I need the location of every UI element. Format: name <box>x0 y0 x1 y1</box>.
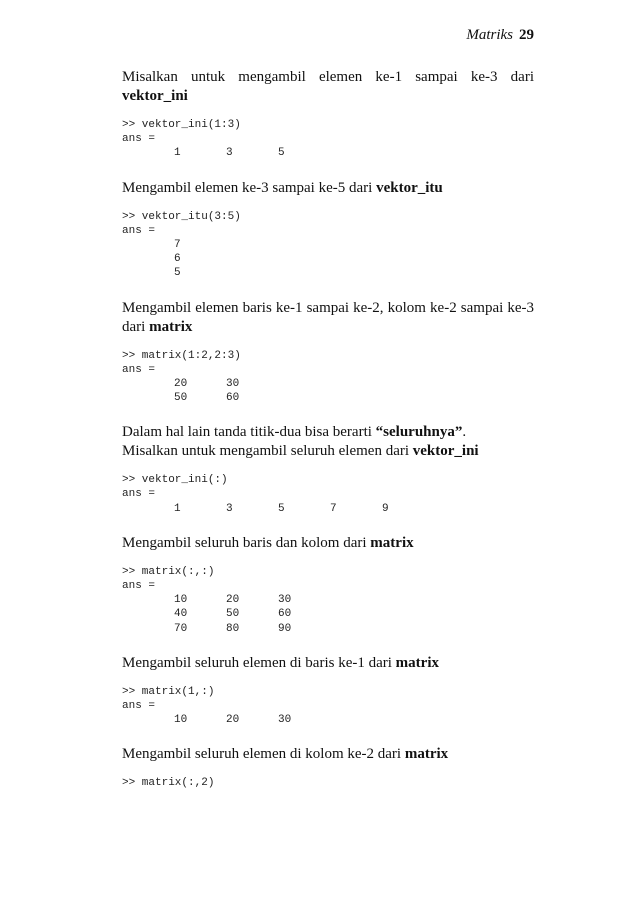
result-value: 20 <box>174 377 188 390</box>
paragraph-bold-text: matrix <box>149 318 193 335</box>
paragraph-bold-text: matrix <box>404 746 449 763</box>
result-row <box>122 713 534 727</box>
page-content <box>122 68 534 809</box>
ans-label: ans = <box>122 363 156 376</box>
result-value: 9 <box>382 502 389 515</box>
paragraph-text: Mengambil seluruh elemen di baris ke-1 dari <box>122 654 396 671</box>
paragraph-text: . <box>462 424 467 441</box>
result-value: 90 <box>278 622 292 635</box>
result-value: 10 <box>174 594 188 607</box>
page-number: 29 <box>519 27 534 43</box>
result-row <box>122 502 534 516</box>
paragraph-text: Misalkan untuk mengambil seluruh elemen dari <box>122 443 413 460</box>
result-value: 7 <box>174 238 181 251</box>
command-line: >> matrix(:,2) <box>122 777 215 790</box>
command-line: >> matrix(1:2,2:3) <box>122 349 241 362</box>
paragraph-bold-text: “seluruhnya” <box>375 424 463 441</box>
paragraph <box>122 299 534 337</box>
result-value: 3 <box>226 502 233 515</box>
result-value: 50 <box>226 608 240 621</box>
result-row <box>122 593 534 607</box>
code-block <box>122 565 534 636</box>
chapter-title: Matriks <box>466 27 513 43</box>
paragraph <box>122 179 534 198</box>
result-value: 60 <box>226 392 240 405</box>
ans-label: ans = <box>122 133 156 146</box>
result-row <box>122 146 534 160</box>
result-value: 6 <box>174 253 181 266</box>
result-value: 60 <box>278 608 292 621</box>
result-value: 1 <box>174 502 181 515</box>
code-block <box>122 776 534 790</box>
result-value: 5 <box>174 267 181 280</box>
paragraph-bold-text: vektor_ini <box>412 443 479 460</box>
paragraph-text: Dalam hal lain tanda titik-dua bisa berarti <box>122 424 376 441</box>
command-line: >> vektor_itu(3:5) <box>122 210 241 223</box>
paragraph <box>122 68 534 106</box>
paragraph-bold-text: vektor_ini <box>122 88 188 104</box>
result-row <box>122 377 534 391</box>
paragraph <box>122 423 534 461</box>
paragraph-bold-text: vektor_itu <box>376 179 443 196</box>
command-line: >> matrix(:,:) <box>122 565 215 578</box>
result-value: 3 <box>226 147 233 160</box>
result-value: 70 <box>174 622 188 635</box>
paragraph-text: Mengambil seluruh elemen di kolom ke-2 dari <box>122 746 405 763</box>
result-value: 20 <box>226 594 240 607</box>
result-value: 20 <box>226 714 240 727</box>
paragraph-text: Mengambil elemen baris ke-1 sampai ke-2, kolom ke-2 sampai ke-3 dari <box>122 299 534 335</box>
paragraph-text: Mengambil seluruh baris dan kolom dari <box>122 534 371 551</box>
command-line: >> vektor_ini(1:3) <box>122 119 241 131</box>
paragraph-text: Misalkan untuk mengambil elemen ke-1 sampai ke-3 dari <box>122 69 534 85</box>
result-value: 5 <box>278 147 285 160</box>
ans-label: ans = <box>122 580 156 592</box>
paragraph-text: Mengambil elemen ke-3 sampai ke-5 dari <box>122 179 377 196</box>
result-row <box>122 252 534 266</box>
result-row <box>122 238 534 252</box>
command-line: >> vektor_ini(:) <box>122 474 228 487</box>
result-value: 7 <box>330 502 337 515</box>
result-row <box>122 622 534 636</box>
result-value: 1 <box>174 147 181 160</box>
code-block <box>122 685 534 728</box>
paragraph <box>122 654 534 673</box>
paragraph <box>122 745 534 764</box>
paragraph <box>122 534 534 553</box>
code-block <box>122 118 534 161</box>
result-value: 40 <box>174 608 188 621</box>
code-block <box>122 210 534 281</box>
ans-label: ans = <box>122 699 156 712</box>
ans-label: ans = <box>122 224 156 237</box>
result-value: 50 <box>174 392 188 405</box>
ans-label: ans = <box>122 488 156 501</box>
result-value: 5 <box>278 502 285 515</box>
result-value: 80 <box>226 622 240 635</box>
command-line: >> matrix(1,:) <box>122 685 215 698</box>
result-value: 30 <box>278 594 292 607</box>
paragraph-bold-text: matrix <box>370 534 414 551</box>
page-header <box>466 27 534 44</box>
code-block <box>122 473 534 516</box>
result-value: 30 <box>226 377 240 390</box>
result-row <box>122 607 534 621</box>
result-row <box>122 391 534 405</box>
paragraph-bold-text: matrix <box>395 654 439 671</box>
result-value: 10 <box>174 714 188 727</box>
result-value: 30 <box>278 714 292 727</box>
result-row <box>122 266 534 280</box>
code-block <box>122 349 534 406</box>
